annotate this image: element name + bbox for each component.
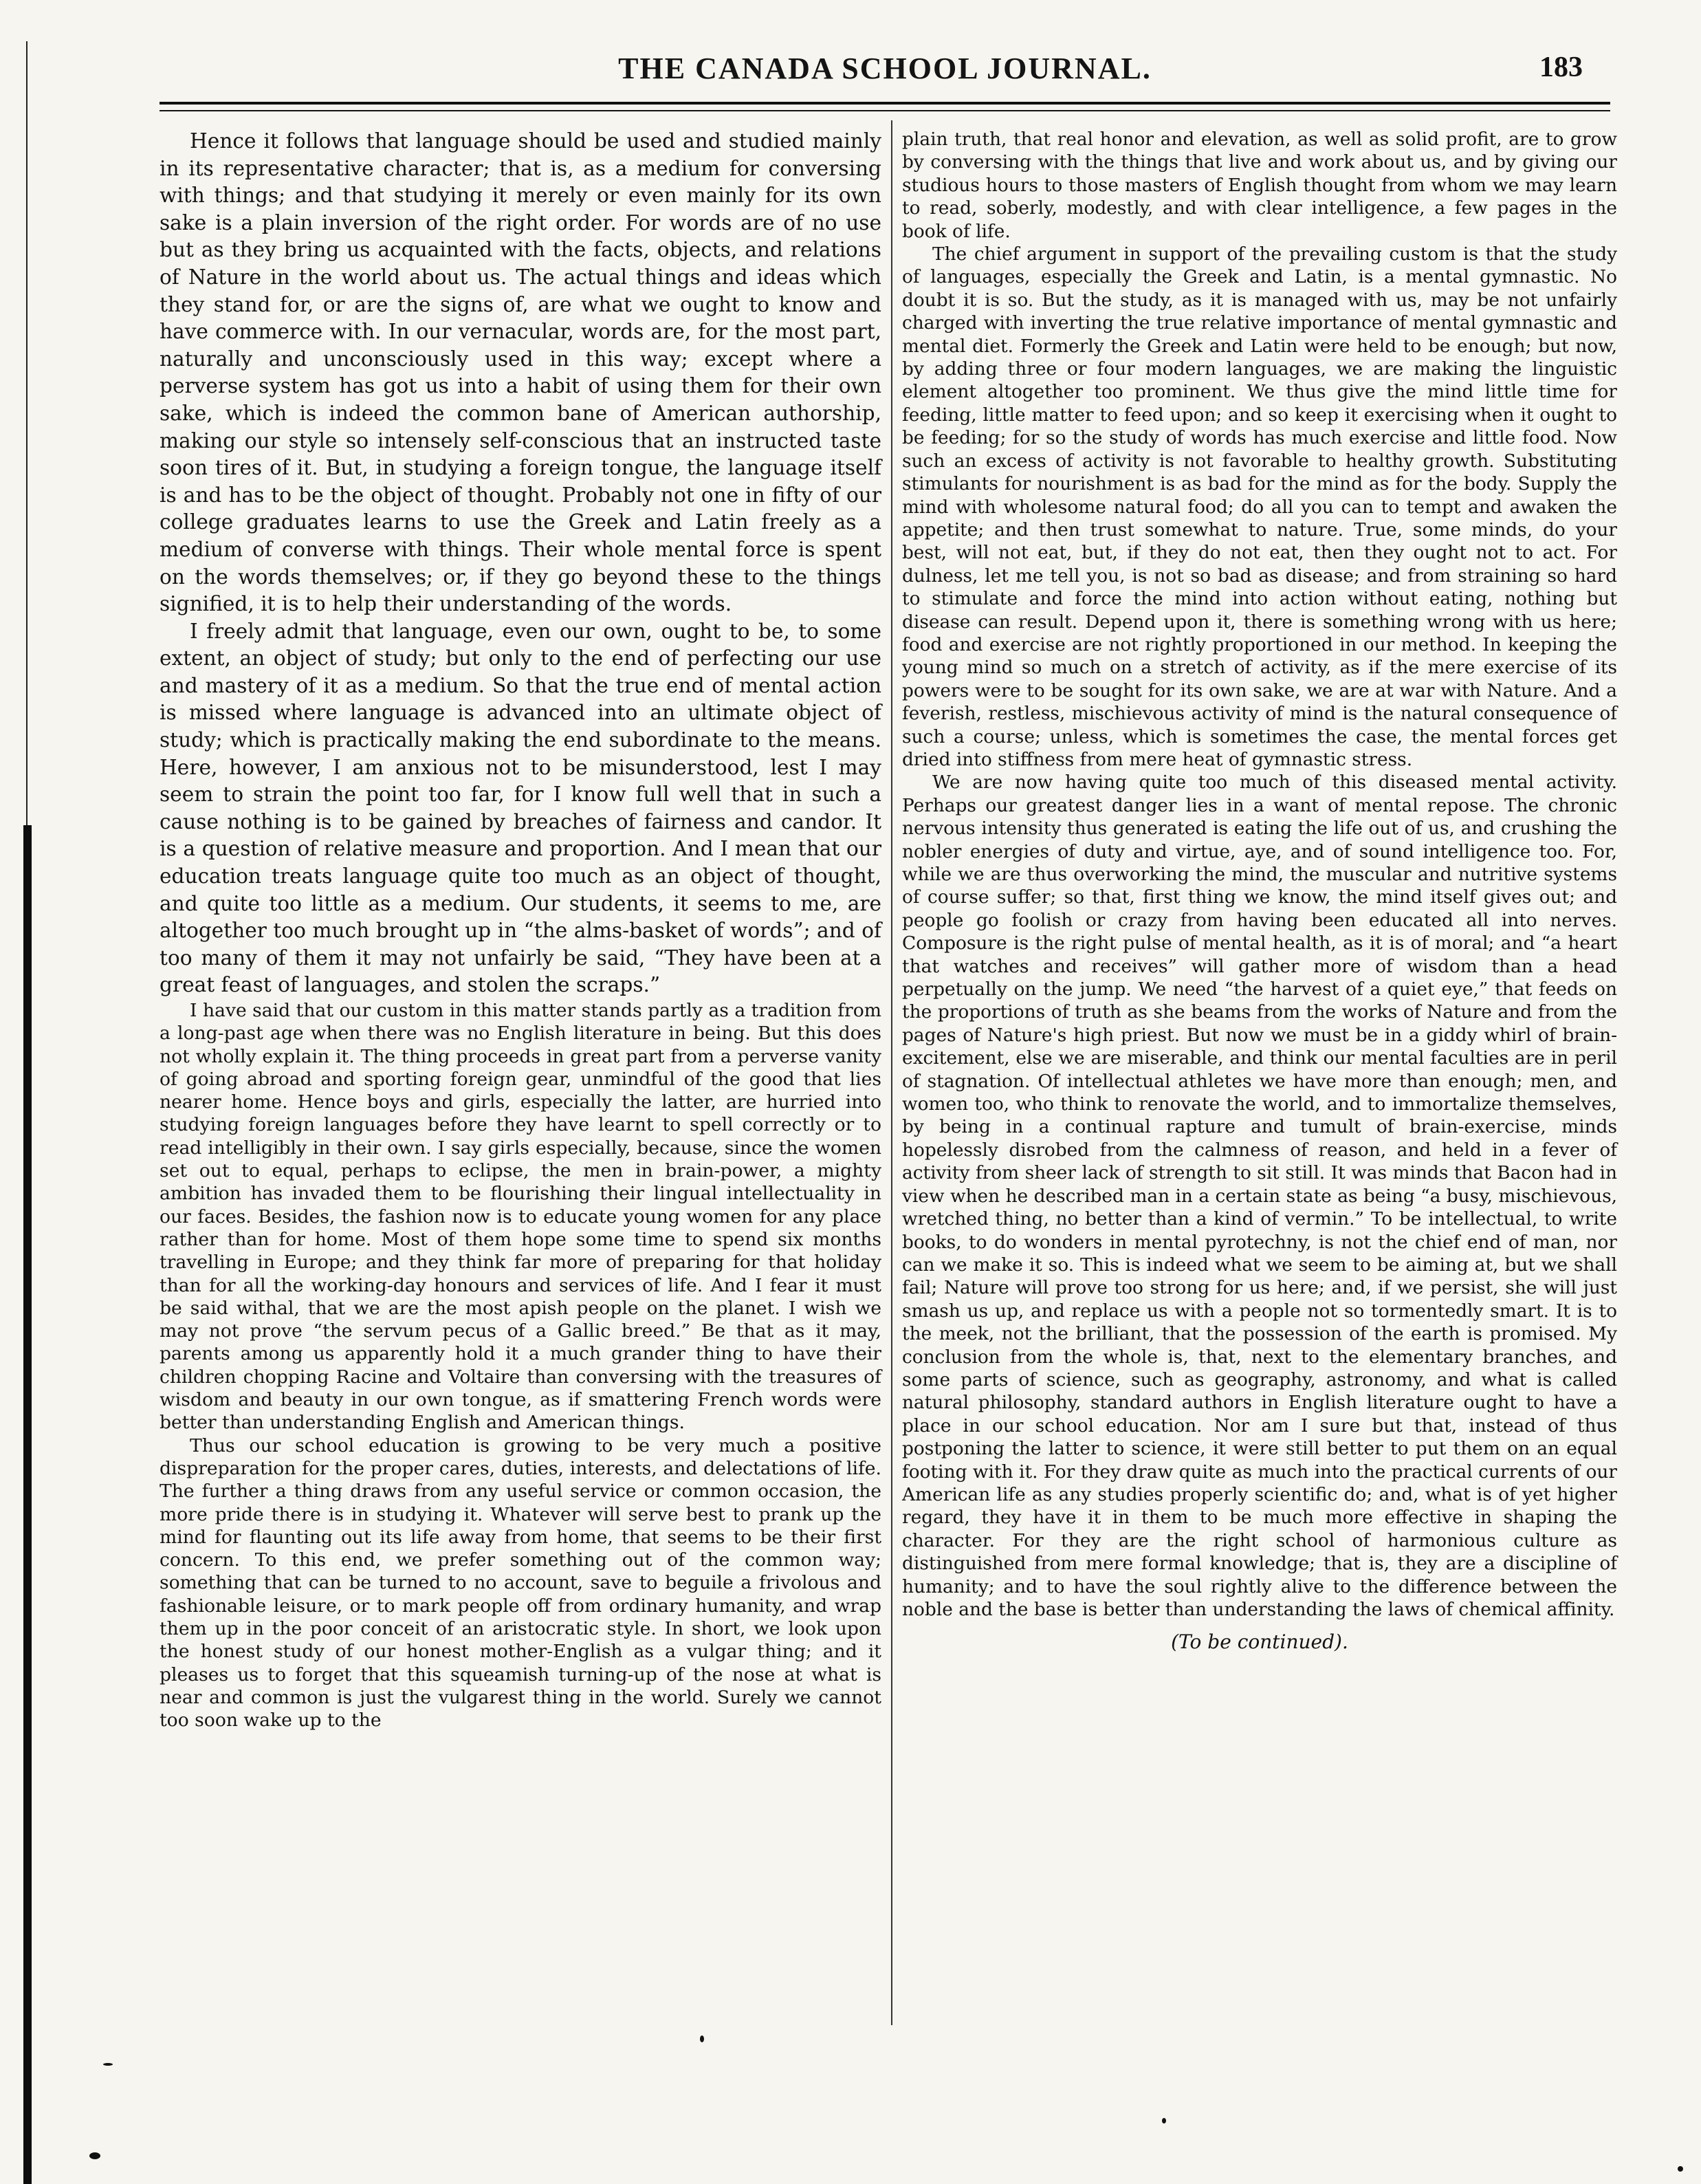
print-speck <box>700 2035 704 2042</box>
page-header <box>160 51 1610 99</box>
print-speck <box>103 2063 113 2066</box>
continued-note: (To be continued). <box>1171 1630 1348 1654</box>
print-speck <box>1162 2118 1166 2123</box>
right-paragraph-3: We are now having quite too much of this diseased mental activity. Perhaps our greatest danger lies in a want of mental repose. The chronic nervous intensity thus generated is eating the life out of us, and crushing the nobler energies of duty and virtue, aye, and of sound intelligence too. For, while we are thus overworking the mind, the muscular and nutritive systems of course suffer; so that, first thing we know, the mind itself gives out; and people go foolish or crazy from having been educated all into nerves. Composure is the right pulse of mental health, as it is of moral; and “a heart that watches and receives” will gather more of wisdom than a head perpetually on the jump. We need “the harvest of a quiet eye,” that feeds on the proportions of truth as she beams from the works of Nature and from the pages of Nature's high priest. But now we must be in a giddy whirl of brain-excitement, else we are miserable, and think our mental faculties are in peril of stagnation. Of intellectual athletes we have more than enough; men, and women too, who think to renovate the world, and to immortalize themselves, by being in a continual rapture and tumult of brain-exercise, minds hopelessly disrobed from the calmness of reason, and held in a fever of activity from sheer lack of strength to sit still. It was minds that Bacon had in view when he described man in a certain state as being “a busy, mischievous, wretched thing, no better than a kind of vermin.” To be intellectual, to write books, to do wonders in mental pyrotechny, is not the chief end of man, nor can we make it so. This is indeed what we seem to be aiming at, but we shall fail; Nature will prove too strong for us here; and, if we persist, she will just smash us up, and replace us with a people not so tormentedly smart. It is to the meek, not the brilliant, that the possession of the earth is promised. My conclusion from the whole is, that, next to the elementary branches, and some parts of science, such as geography, astronomy, and what is called natural philosophy, standard authors in English literature ought to have a place in our school education. Nor am I sure but that, instead of thus postponing the latter to science, it were still better to put them on an equal footing with it. For they draw quite as much into the practical currents of our American life as any studies properly scientific do; and, what is of yet higher regard, they have it in them to be much more effective in shaping the character. For they are the right school of harmonious culture as distinguished from mere formal knowledge; that is, they are a discipline of humanity; and to have the soul rightly alive to the difference between the noble and the base is better than understanding the laws of chemical affinity. <box>902 772 1617 1620</box>
journal-title: THE CANADA SCHOOL JOURNAL. <box>618 52 1152 85</box>
binding-edge-line <box>26 41 28 825</box>
binding-edge-shadow <box>23 825 32 2184</box>
print-speck <box>89 2152 100 2159</box>
left-paragraph-4: Thus our school education is growing to be very much a positive dispreparation for the proper cares, duties, interests, and delectations of life. The further a thing draws from any useful service or common occasion, the more pride there is in studying it. Whatever will serve best to prank up the mind for flaunting out its life away from home, that seems to be their first concern. To this end, we prefer something out of the common way; something that can be turned to no account, save to beguile a frivolous and fashionable leisure, or to mark people off from ordinary humanity, and wrap them up in the poor conceit of an aristocratic style. In short, we look upon the honest study of our honest mother-English as a vulgar thing; and it pleases us to forget that this squeamish turning-up of the nose at what is near and common is just the vulgarest thing in the world. Surely we cannot too soon wake up to the <box>160 1434 881 1732</box>
right-paragraph-1: plain truth, that real honor and elevation, as well as solid profit, are to grow by conversing with the things that live and work about us, and by giving our studious hours to those masters of English thought from whom we may learn to read, soberly, modestly, and with clear intelligence, a few pages in the book of life. <box>902 129 1617 242</box>
page-number: 183 <box>1539 52 1583 83</box>
column-divider <box>891 120 892 2025</box>
left-paragraph-2: I freely admit that language, even our own, ought to be, to some extent, an object of study; but only to the end of perfecting our use and mastery of it as a medium. So that the true end of mental action is missed where language is advanced into an ultimate object of study; which is practically making the end subordinate to the means. Here, however, I am anxious not to be misunderstood, lest I may seem to strain the point too far, for I know full well that in such a cause nothing is to be gained by breaches of fairness and candor. It is a question of relative measure and proportion. And I mean that our education treats language quite too much as an object of thought, and quite too little as a medium. Our students, it seems to me, are altogether too much brought up in “the alms-basket of words”; and of too many of them it may not unfairly be said, “They have been at a great feast of languages, and stolen the scraps.” <box>160 619 881 997</box>
header-rule-thin <box>160 110 1610 111</box>
left-paragraph-3: I have said that our custom in this matter stands partly as a tradition from a long-past age when there was no English literature in being. But this does not wholly explain it. The thing proceeds in great part from a perverse vanity of going abroad and sporting foreign gear, unmindful of the good that lies nearer home. Hence boys and girls, especially the latter, are hurried into studying foreign languages before they have learnt to spell correctly or to read intelligibly in their own. I say girls especially, because, since the women set out to equal, perhaps to eclipse, the men in brain-power, a mighty ambition has invaded them to be flourishing their lingual intellectuality in our faces. Besides, the fashion now is to educate young women for any place rather than for home. Most of them hope some time to spend six months travelling in Europe; and they think far more of preparing for that holiday than for all the working-day honours and services of life. And I fear it must be said withal, that we are the most apish people on the planet. I wish we may not prove “the servum pecus of a Gallic breed.” Be that as it may, parents among us apparently hold it a much grander thing to have their children chopping Racine and Voltaire than conversing with the treasures of wisdom and beauty in our own tongue, as if smattering French words were better than understanding English and American things. <box>160 1000 881 1434</box>
left-paragraph-1: Hence it follows that language should be used and studied mainly in its representative character; that is, as a medium for conversing with things; and that studying it merely or even mainly for its own sake is a plain inversion of the right order. For words are of no use but as they bring us acquainted with the facts, objects, and relations of Nature in the world about us. The actual things and ideas which they stand for, or are the signs of, are what we ought to know and have commerce with. In our vernacular, words are, for the most part, naturally and unconsciously used in this way; except where a perverse system has got us into a habit of using them for their own sake, which is indeed the common bane of American authorship, making our style so intensely self-conscious that an instructed taste soon tires of it. But, in studying a foreign tongue, the language itself is and has to be the object of thought. Probably not one in fifty of our college graduates learns to use the Greek and Latin freely as a medium of converse with things. Their whole mental force is spent on the words themselves; or, if they go beyond these to the things signified, it is to help their understanding of the words. <box>160 129 881 616</box>
header-rule-thick <box>160 102 1610 105</box>
right-paragraph-2: The chief argument in support of the prevailing custom is that the study of languages, especially the Greek and Latin, is a mental gymnastic. No doubt it is so. But the study, as it is managed with us, may be not unfairly charged with inverting the true relative importance of mental gymnastic and mental diet. Formerly the Greek and Latin were held to be enough; but now, by adding three or four modern languages, we are making the linguistic element altogether too prominent. We thus give the mind little time for feeding, little matter to feed upon; and so keep it exercising when it ought to be feeding; for so the study of words has much exercise and little food. Now such an excess of activity is not favorable to healthy growth. Substituting stimulants for nourishment is as bad for the mind as for the body. Supply the mind with wholesome natural food; do all you can to tempt and awaken the appetite; and then trust somewhat to nature. True, some minds, do your best, will not eat, but, if they do not eat, then they ought not to act. For dulness, let me tell you, is not so bad as disease; and from straining so hard to stimulate and force the mind into action without eating, nothing but disease can result. Depend upon it, there is something wrong with us here; food and exercise are not rightly proportioned in our method. In keeping the young mind so much on a stretch of activity, as if the mere exercise of its powers were to be sought for its own sake, we are at war with Nature. And a feverish, restless, mischievous activity of mind is the natural consequence of such a course; unless, which is sometimes the case, the mental forces get dried into stiffness from mere heat of gymnastic stress. <box>902 243 1617 770</box>
print-speck <box>1678 2166 1683 2172</box>
left-column <box>160 128 881 1732</box>
right-column <box>902 128 1617 1653</box>
